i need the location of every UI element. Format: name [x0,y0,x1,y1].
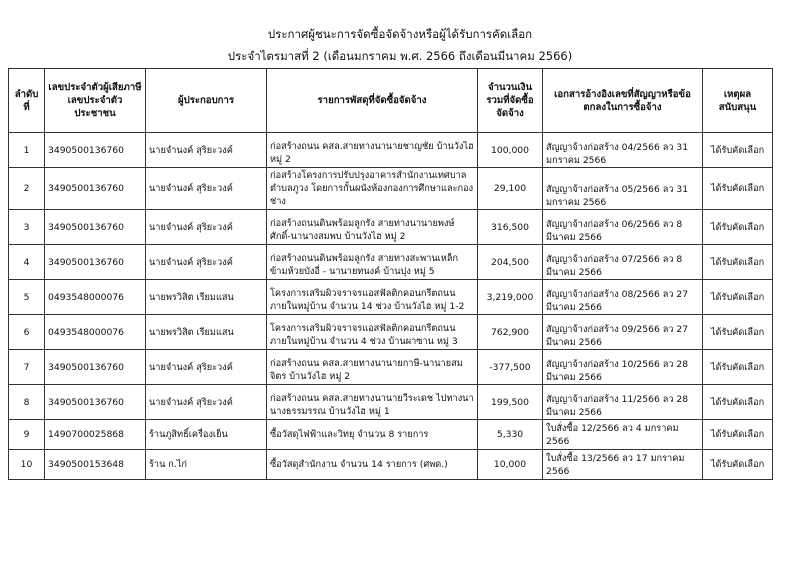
page-subtitle: ประจำไตรมาสที่ 2 (เดือนมกราคม พ.ศ. 2566 ถึงเดือนมีนาคม 2566) [227,49,573,63]
cell-taxid: 3490500153648 [45,450,146,480]
cell-doc: สัญญาจ้างก่อสร้าง 07/2566 ลว 8 มีนาคม 2566 [543,245,703,280]
cell-item: ก่อสร้างถนน คสล.สายทางนานายวีระเดช ไปทางนานางธรรมรรณ บ้านวังไฮ หมู่ 1 [267,385,478,420]
cell-amount: 204,500 [478,245,543,280]
table-row [9,210,773,245]
table-header-row [9,69,773,133]
table-row [9,315,773,350]
cell-vendor: นายจำนงค์ สุริยะวงค์ [146,385,267,420]
cell-vendor: นายจำนงค์ สุริยะวงค์ [146,133,267,168]
cell-doc: สัญญาจ้างก่อสร้าง 05/2566 ลว 31 มกราคม 2566 [543,168,703,210]
cell-taxid: 3490500136760 [45,168,146,210]
table-row [9,168,773,210]
cell-amount: 316,500 [478,210,543,245]
cell-amount: 3,219,000 [478,280,543,315]
table-row [9,385,773,420]
header-amount: จำนวนเงินรวมที่จัดซื้อจัดจ้าง [478,69,543,133]
cell-reason: ได้รับคัดเลือก [703,350,773,385]
cell-amount: -377,500 [478,350,543,385]
header-doc: เอกสารอ้างอิงเลขที่สัญญาหรือข้อตกลงในการซื้อจ้าง [543,69,703,133]
cell-amount: 100,000 [478,133,543,168]
header-vendor: ผู้ประกอบการ [146,69,267,133]
cell-doc: สัญญาจ้างก่อสร้าง 10/2566 ลว 28 มีนาคม 2566 [543,350,703,385]
cell-vendor: นายจำนงค์ สุริยะวงค์ [146,168,267,210]
cell-item: ก่อสร้างถนนดินพร้อมลูกรัง สายทางนานายพงษ์ศักดิ์-นานางสมพบ บ้านวังไฮ หมู่ 2 [267,210,478,245]
cell-amount: 29,100 [478,168,543,210]
table-row [9,245,773,280]
table-row [9,133,773,168]
cell-vendor: นายจำนงค์ สุริยะวงค์ [146,245,267,280]
cell-item: ซื้อวัสดุไฟฟ้าและวิทยุ จำนวน 8 รายการ [267,420,478,450]
header-no: ลำดับที่ [9,69,45,133]
cell-taxid: 0493548000076 [45,315,146,350]
cell-amount: 199,500 [478,385,543,420]
cell-reason: ได้รับคัดเลือก [703,385,773,420]
cell-no: 3 [9,210,45,245]
cell-taxid: 3490500136760 [45,350,146,385]
cell-item: โครงการเสริมผิวจราจรแอสฟัลติกคอนกรีตถนนภายในหมู่บ้าน จำนวน 4 ช่วง บ้านผาซาน หมู่ 3 [267,315,478,350]
cell-reason: ได้รับคัดเลือก [703,133,773,168]
cell-vendor: นายพรวิสิต เรียมแสน [146,315,267,350]
cell-taxid: 3490500136760 [45,245,146,280]
table-row [9,420,773,450]
cell-no: 7 [9,350,45,385]
cell-taxid: 3490500136760 [45,210,146,245]
cell-doc: สัญญาจ้างก่อสร้าง 09/2566 ลว 27 มีนาคม 2566 [543,315,703,350]
cell-doc: สัญญาจ้างก่อสร้าง 11/2566 ลว 28 มีนาคม 2566 [543,385,703,420]
cell-doc: ใบสั่งซื้อ 12/2566 ลว 4 มกราคม 2566 [543,420,703,450]
cell-vendor: ร้าน ก.ไก่ [146,450,267,480]
cell-vendor: นายพรวิสิต เรียมแสน [146,280,267,315]
page-title: ประกาศผู้ชนะการจัดซื้อจัดจ้างหรือผู้ได้รับการคัดเลือก [267,27,533,41]
cell-reason: ได้รับคัดเลือก [703,168,773,210]
cell-taxid: 3490500136760 [45,385,146,420]
cell-amount: 5,330 [478,420,543,450]
cell-reason: ได้รับคัดเลือก [703,450,773,480]
cell-item: ก่อสร้างถนนดินพร้อมลูกรัง สายทางสะพานเหล็กข้ามห้วยบังอี่ - นานายทนงค์ บ้านบุ่ง หมู่ 5 [267,245,478,280]
cell-doc: สัญญาจ้างก่อสร้าง 06/2566 ลว 8 มีนาคม 2566 [543,210,703,245]
table-row [9,280,773,315]
cell-reason: ได้รับคัดเลือก [703,420,773,450]
cell-reason: ได้รับคัดเลือก [703,315,773,350]
table-row [9,350,773,385]
cell-item: ก่อสร้างถนน คสล.สายทางนานายกาษี-นานายสมจิตร บ้านวังไฮ หมู่ 2 [267,350,478,385]
cell-reason: ได้รับคัดเลือก [703,280,773,315]
cell-amount: 762,900 [478,315,543,350]
cell-no: 4 [9,245,45,280]
cell-item: ซื้อวัสดุสำนักงาน จำนวน 14 รายการ (ศพด.) [267,450,478,480]
cell-doc: ใบสั่งซื้อ 13/2566 ลว 17 มกราคม 2566 [543,450,703,480]
cell-taxid: 0493548000076 [45,280,146,315]
cell-reason: ได้รับคัดเลือก [703,210,773,245]
cell-item: ก่อสร้างโครงการปรับปรุงอาคารสำนักงานเทศบาลตำบลภูวง โดยการกั้นผนังห้องกองการศึกษาและกองช่าง [267,168,478,210]
table-row [9,450,773,480]
cell-reason: ได้รับคัดเลือก [703,245,773,280]
cell-item: ก่อสร้างถนน คสล.สายทางนานายชาญชัย บ้านวังไฮ หมู่ 2 [267,133,478,168]
cell-no: 6 [9,315,45,350]
cell-no: 10 [9,450,45,480]
header-item: รายการพัสดุที่จัดซื้อจัดจ้าง [267,69,478,133]
cell-item: โครงการเสริมผิวจราจรแอสฟัลติกคอนกรีตถนนภายในหมู่บ้าน จำนวน 14 ช่วง บ้านวังไฮ หมู่ 1-2 [267,280,478,315]
cell-vendor: นายจำนงค์ สุริยะวงค์ [146,210,267,245]
cell-no: 9 [9,420,45,450]
cell-no: 8 [9,385,45,420]
cell-no: 1 [9,133,45,168]
cell-amount: 10,000 [478,450,543,480]
cell-vendor: ร้านภูสิทธิ์เครื่องเย็น [146,420,267,450]
cell-taxid: 1490700025868 [45,420,146,450]
cell-no: 2 [9,168,45,210]
cell-doc: สัญญาจ้างก่อสร้าง 04/2566 ลว 31 มกราคม 2566 [543,133,703,168]
cell-taxid: 3490500136760 [45,133,146,168]
header-taxid: เลขประจำตัวผู้เสียภาษี เลขประจำตัวประชาชน [45,69,146,133]
header-reason: เหตุผลสนับสนุน [703,69,773,133]
procurement-table [8,68,773,480]
cell-doc: สัญญาจ้างก่อสร้าง 08/2566 ลว 27 มีนาคม 2566 [543,280,703,315]
cell-no: 5 [9,280,45,315]
cell-vendor: นายจำนงค์ สุริยะวงค์ [146,350,267,385]
